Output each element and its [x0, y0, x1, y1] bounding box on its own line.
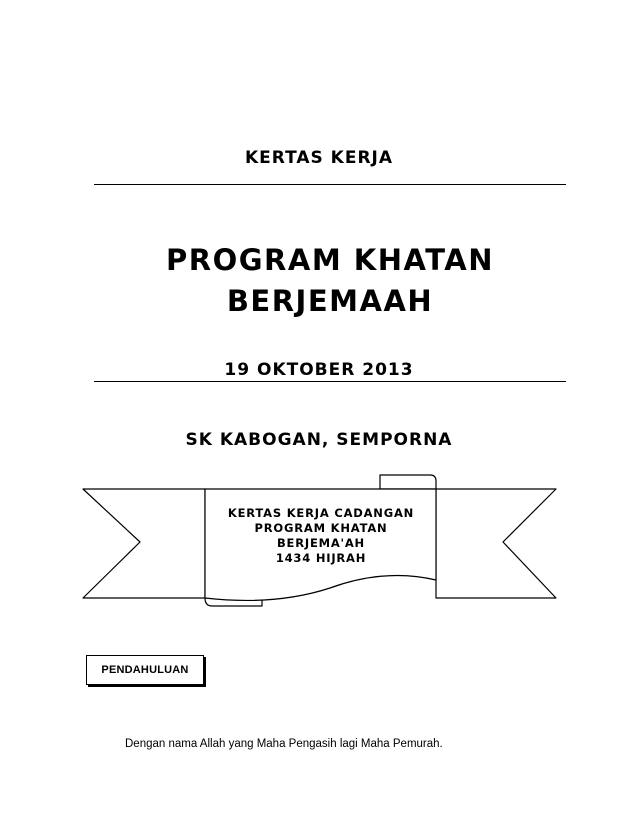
banner-line-1: KERTAS KERJA CADANGAN — [227, 506, 415, 520]
school-name: SK KABOGAN, SEMPORNA — [185, 430, 453, 450]
document-label: KERTAS KERJA — [244, 148, 394, 168]
event-date: 19 OKTOBER 2013 — [224, 360, 414, 380]
banner-right-tail — [436, 489, 556, 598]
opening-paragraph: Dengan nama Allah yang Maha Pengasih lagi Maha Pemurah. — [125, 738, 443, 750]
banner-text — [205, 506, 437, 566]
program-title-line-2: BERJEMAAH — [226, 284, 434, 318]
banner-line-2: PROGRAM KHATAN — [254, 521, 388, 535]
section-heading-box — [86, 655, 204, 685]
banner-left-tail — [83, 489, 205, 598]
banner-line-3: BERJEMA'AH — [276, 536, 365, 550]
banner-right-fold — [380, 475, 436, 489]
section-heading: PENDAHULUAN — [101, 664, 189, 676]
banner-line-4: 1434 HIJRAH — [275, 551, 367, 565]
program-title-line-1: PROGRAM KHATAN — [166, 243, 494, 277]
